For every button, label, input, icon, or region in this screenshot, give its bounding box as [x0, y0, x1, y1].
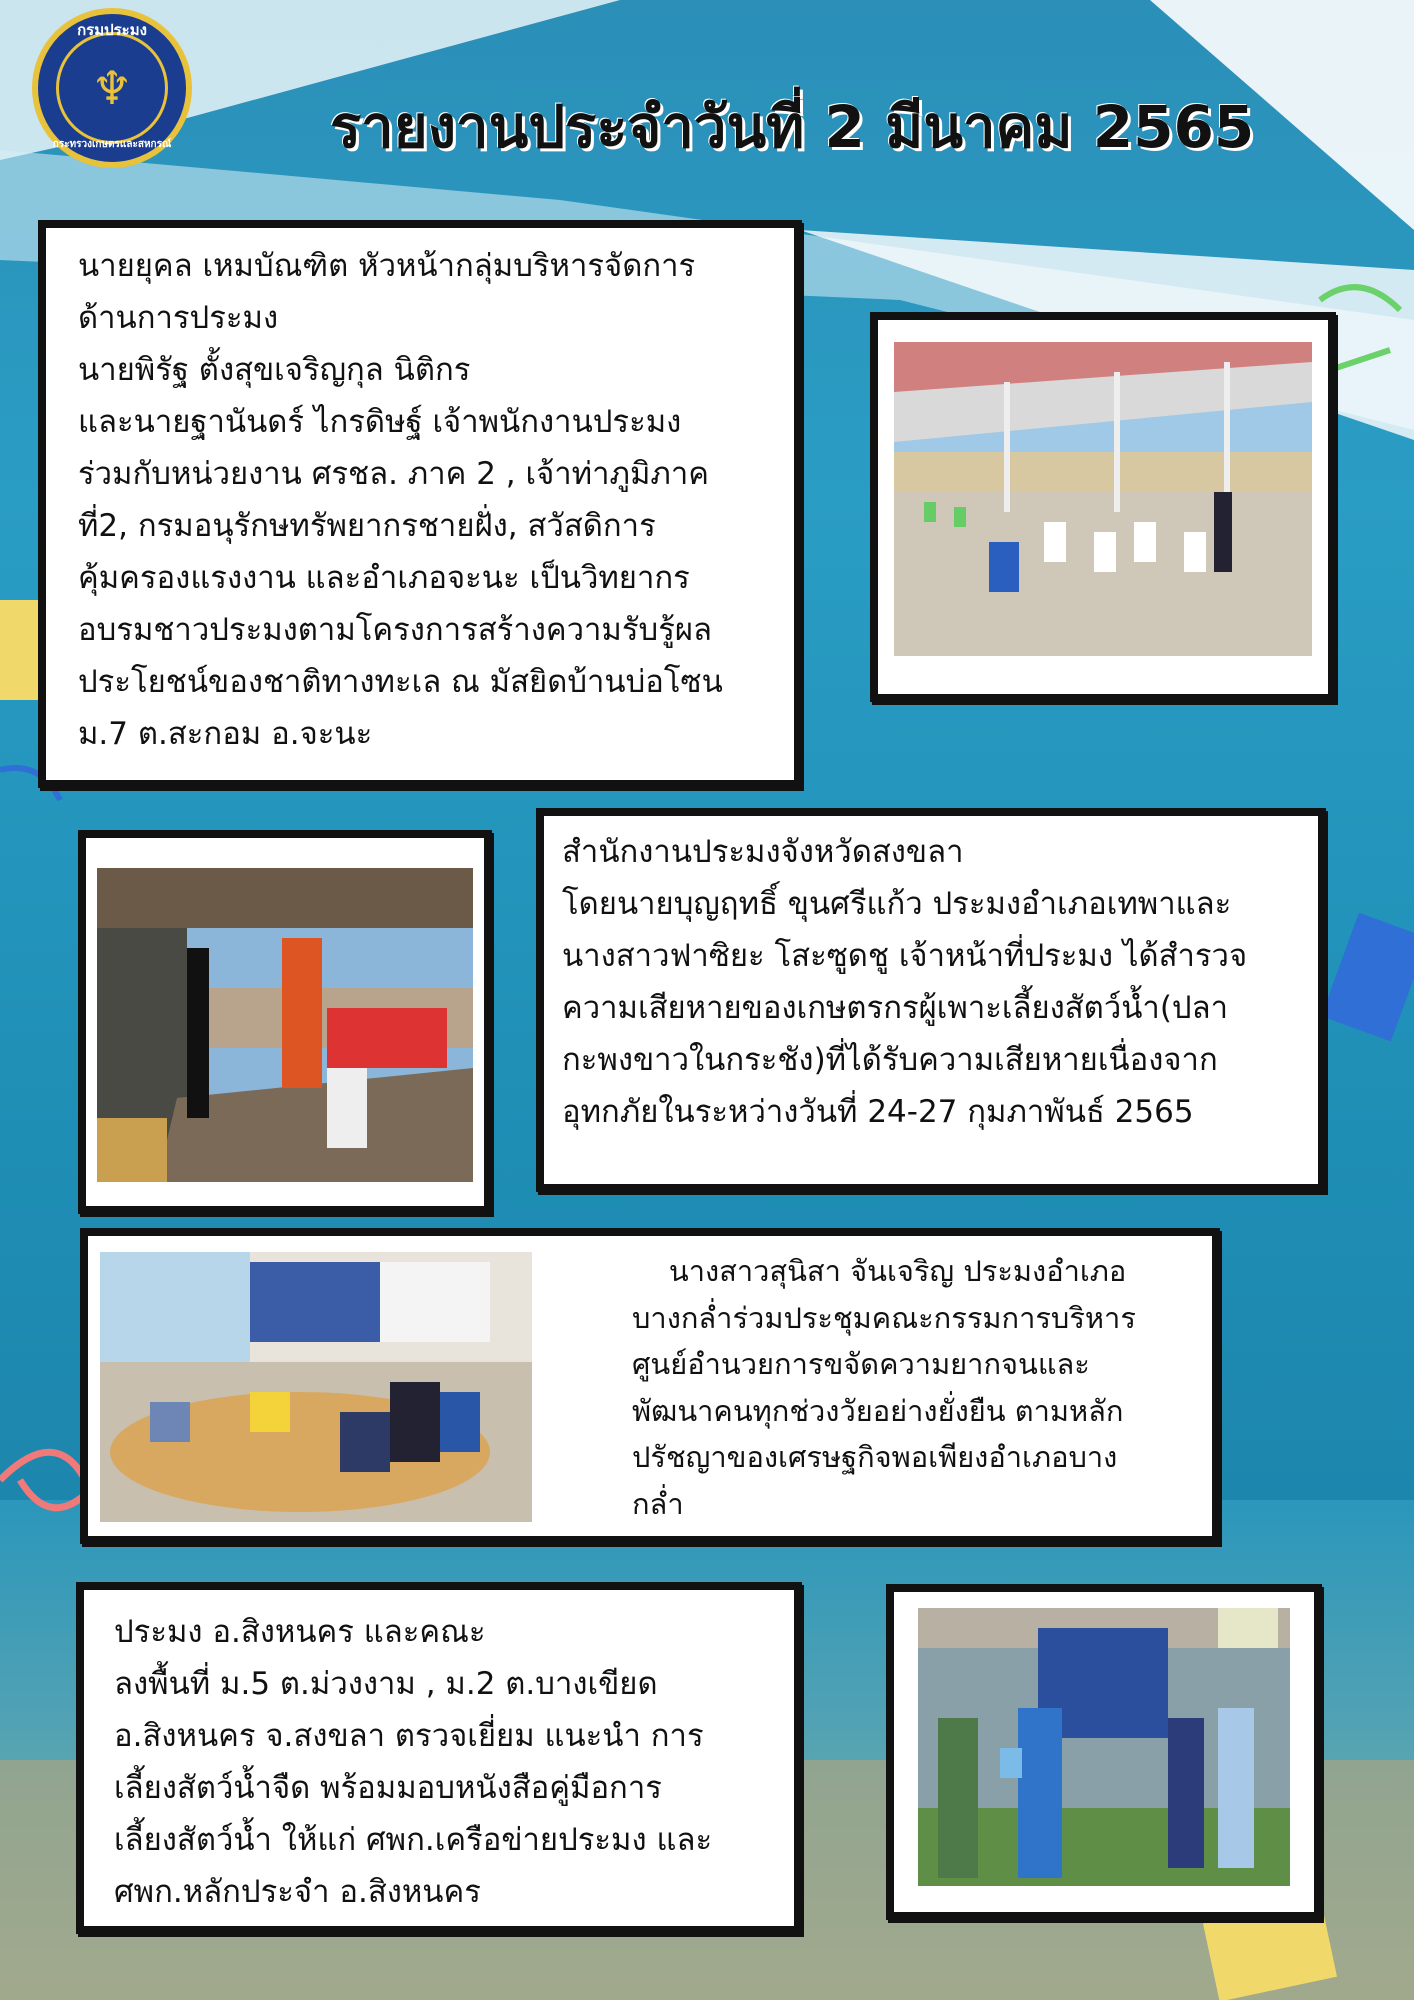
text-line: เลี้ยงสัตว์น้ำจืด พร้อมมอบหนังสือคู่มือการ — [114, 1770, 662, 1806]
text-line: ศพก.หลักประจำ อ.สิงหนคร — [114, 1874, 481, 1910]
department-of-fisheries-logo — [32, 8, 192, 168]
text-line: กะพงขาวในกระชัง)ที่ได้รับความเสียหายเนื่องจาก — [562, 1042, 1218, 1078]
text-line: และนายฐานันดร์ ไกรดิษฐ์ เจ้าพนักงานประมง — [78, 404, 682, 440]
text-line: ม.7 ต.สะกอม อ.จะนะ — [78, 716, 373, 752]
text-line: ศูนย์อำนวยการขจัดความยากจนและ — [632, 1347, 1090, 1381]
text-line: ประโยชน์ของชาติทางทะเล ณ มัสยิดบ้านบ่อโซน — [78, 664, 723, 700]
news-text-4 — [114, 1606, 800, 1918]
text-line: อบรมชาวประมงตามโครงการสร้างความรับรู้ผล — [78, 612, 713, 648]
text-line: ลงพื้นที่ ม.5 ต.ม่วงงาม , ม.2 ต.บางเขียด — [114, 1666, 658, 1702]
text-line: นางสาวฟาซิยะ โสะซูดชู เจ้าหน้าที่ประมง ได้สำรวจ — [562, 938, 1248, 974]
text-line: คุ้มครองแรงงาน และอำเภอจะนะ เป็นวิทยากร — [78, 560, 690, 596]
text-line: เลี้ยงสัตว์น้ำ ให้แก่ ศพก.เครือข่ายประมง และ — [114, 1822, 713, 1858]
text-line: พัฒนาคนทุกช่วงวัยอย่างยั่งยืน ตามหลัก — [632, 1393, 1124, 1428]
text-line: โดยนายบุญฤทธิ์ ขุนศรีแก้ว ประมงอำเภอเทพาและ — [562, 886, 1232, 922]
text-line: ปรัชญาของเศรษฐกิจพอเพียงอำเภอบาง — [632, 1440, 1118, 1474]
news-text-3 — [632, 1248, 1212, 1527]
news-text-1 — [78, 240, 798, 760]
logo-top-text: กรมประมง — [77, 21, 147, 39]
emblem-icon: ♆ — [91, 61, 133, 115]
text-line: กล่ำ — [632, 1486, 684, 1521]
photo-meeting-room — [100, 1252, 532, 1522]
text-line: บางกล่ำร่วมประชุมคณะกรรมการบริหาร — [632, 1300, 1136, 1335]
text-line: นายพิรัฐ ตั้งสุขเจริญกุล นิติกร — [78, 352, 471, 388]
photo-training-hall — [894, 342, 1312, 656]
page-title: รายงานประจำวันที่ 2 มีนาคม 2565 — [330, 93, 1255, 161]
text-line: ที่2, กรมอนุรักษทรัพยากรชายฝั่ง, สวัสดิการ — [78, 508, 656, 544]
text-line: ประมง อ.สิงหนคร และคณะ — [114, 1614, 486, 1650]
text-line: สำนักงานประมงจังหวัดสงขลา — [562, 834, 964, 870]
text-line: นายยุคล เหมบัณฑิต หัวหน้ากลุ่มบริหารจัดการ — [78, 248, 696, 284]
news-text-2 — [562, 826, 1322, 1138]
photo-handbook-handover — [918, 1608, 1290, 1886]
text-line: ความเสียหายของเกษตรกรผู้เพาะเลี้ยงสัตว์น้ำ(ปลา — [562, 990, 1229, 1026]
text-line: อุทกภัยในระหว่างวันที่ 24-27 กุมภาพันธ์ 2565 — [562, 1094, 1194, 1130]
text-line: ด้านการประมง — [78, 300, 279, 336]
logo-bottom-text: กระทรวงเกษตรและสหกรณ์ — [52, 139, 172, 150]
text-line: อ.สิงหนคร จ.สงขลา ตรวจเยี่ยม แนะนำ การ — [114, 1718, 704, 1754]
text-line: ร่วมกับหน่วยงาน ศรชล. ภาค 2 , เจ้าท่าภูมิภาค — [78, 456, 709, 492]
photo-fish-cage-survey — [97, 868, 473, 1182]
text-line: นางสาวสุนิสา จันเจริญ ประมงอำเภอ — [632, 1254, 1127, 1288]
